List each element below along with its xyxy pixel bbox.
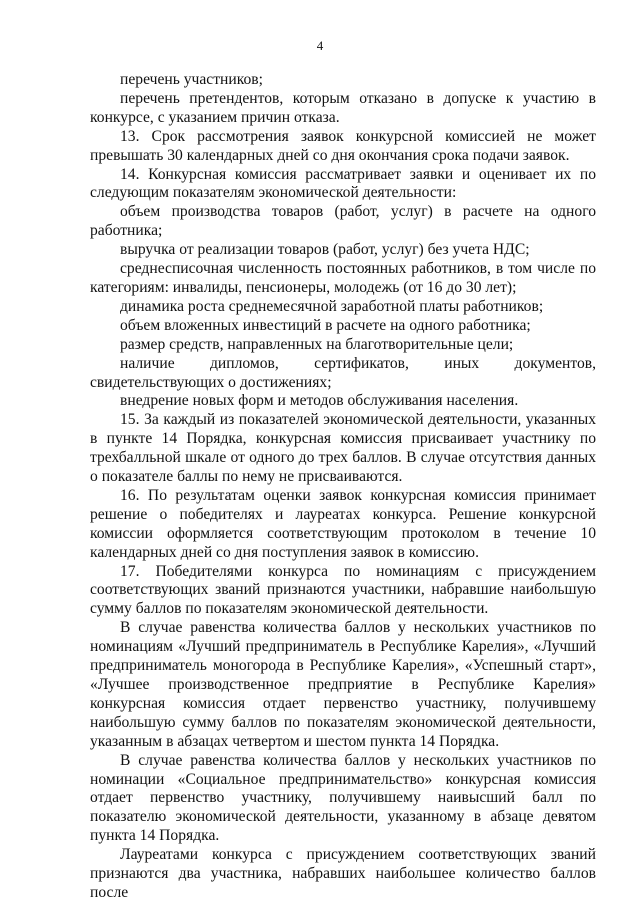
paragraph-indicator-revenue: выручка от реализации товаров (работ, услуг) без учета НДС; bbox=[120, 241, 530, 259]
paragraph-clause-14: 14. Конкурсная комиссия рассматривает заявки и оценивает их по следующим показателям экономической деятельности: bbox=[90, 165, 596, 202]
paragraph-participants-list: перечень участников; bbox=[120, 71, 263, 88]
paragraph-laureates: Лауреатами конкурса с присуждением соответствующих званий признаются два участника, набравших наибольшее количество баллов после bbox=[90, 846, 596, 901]
paragraph-indicator-diplomas: наличие дипломов, сертификатов, иных документов, свидетельствующих о достижениях; bbox=[90, 354, 596, 391]
paragraph-indicator-salary: динамика роста среднемесячной заработной платы работников; bbox=[120, 297, 544, 315]
paragraph-clause-16: 16. По результатам оценки заявок конкурсная комиссия принимает решение о победителях и лауреатах конкурса. Решение конкурсной комиссии оформляется соответствующим протоколом в течение 10 календарных дней со дня поступления заявок в комиссию. bbox=[90, 486, 596, 561]
paragraph-tie-break-nominations: В случае равенства количества баллов у нескольких участников по номинациям «Лучший предприниматель в Республике Карелия», «Лучший предприниматель моногорода в Республике Карелия», «Успешный старт», «Лучшее производственное предприятие в Республике Карелия» конкурсная комиссия отдает первенство участнику, получившему наибольшую сумму баллов по показателям экономической деятельности, указанным в абзацах четвертом и шестом пункта 14 Порядка. bbox=[90, 619, 596, 750]
paragraph-indicator-headcount: среднесписочная численность постоянных работников, в том числе по категориям: инвалиды, пенсионеры, молодежь (от 16 до 30 лет); bbox=[90, 260, 596, 296]
paragraph-indicator-service-methods: внедрение новых форм и методов обслуживания населения. bbox=[120, 392, 519, 410]
paragraph-tie-break-social: В случае равенства количества баллов у нескольких участников по номинации «Социальное предпринимательство» конкурсная комиссия отдает первенство участнику, получившему наивысший балл по показателю экономической деятельности, указанному в абзаце девятом пункта 14 Порядка. bbox=[90, 751, 596, 845]
document-body bbox=[90, 71, 596, 903]
paragraph-rejected-applicants: перечень претендентов, которым отказано в допуске к участию в конкурсе, с указанием причин отказа. bbox=[90, 89, 596, 126]
paragraph-indicator-production: объем производства товаров (работ, услуг) в расчете на одного работника; bbox=[90, 203, 596, 240]
paragraph-clause-15: 15. За каждый из показателей экономической деятельности, указанных в пункте 14 Порядка, конкурсная комиссия присваивает участнику по трехбалльной шкале от одного до трех баллов. В случае отсутствия данных о показателе баллы по нему не присваиваются. bbox=[90, 411, 596, 486]
page-number: 4 bbox=[316, 38, 324, 53]
paragraph-indicator-investment: объем вложенных инвестиций в расчете на одного работника; bbox=[120, 316, 531, 334]
paragraph-clause-13: 13. Срок рассмотрения заявок конкурсной комиссией не может превышать 30 календарных дней со дня окончания срока подачи заявок. bbox=[90, 127, 596, 164]
paragraph-clause-17: 17. Победителями конкурса по номинациям с присуждением соответствующих званий признаются участники, набравшие наибольшую сумму баллов по показателям экономической деятельности. bbox=[90, 562, 596, 618]
paragraph-indicator-charity: размер средств, направленных на благотворительные цели; bbox=[120, 335, 514, 353]
